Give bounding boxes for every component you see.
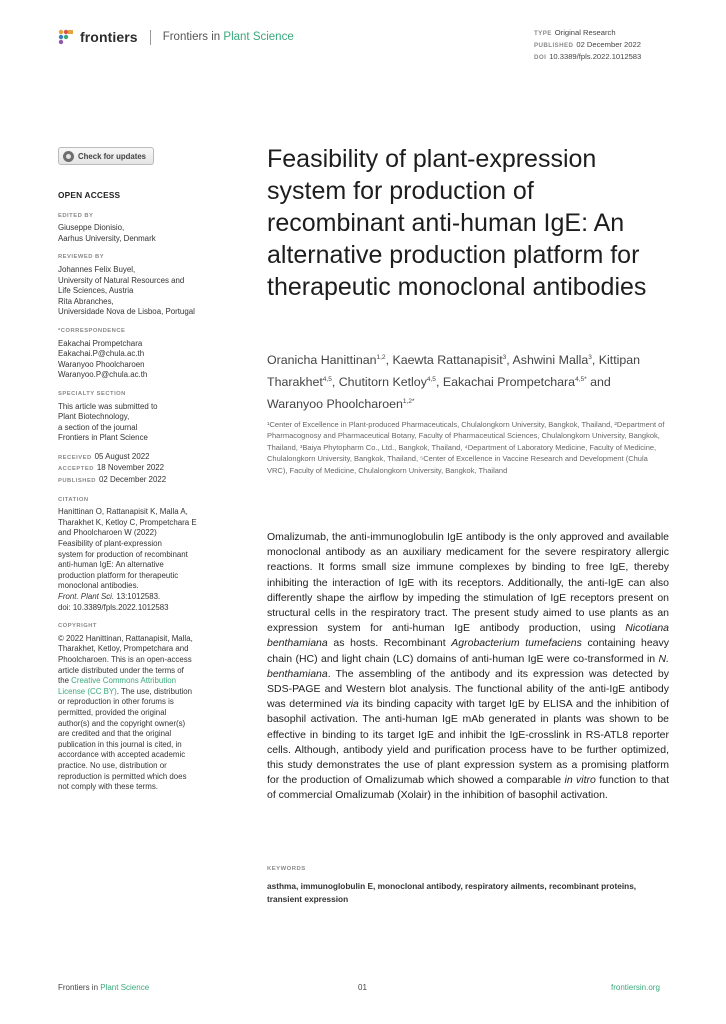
author[interactable]: [443, 375, 587, 389]
correspondent-email[interactable]: Eakachai.P@chula.ac.th: [58, 349, 145, 359]
copyright-line: Tharakhet, Ketloy, Prompetchara and: [58, 644, 189, 654]
copyright-line: or reproduction in other forums is: [58, 697, 174, 707]
author-affiliation-sup: 4,5*: [575, 376, 587, 384]
copyright-line: accordance with accepted academic: [58, 750, 186, 760]
received-label: RECEIVED: [58, 454, 92, 461]
header-divider: [150, 30, 151, 45]
abstract-segment: . The assembling of the antibody and its expression was detected by SDS-PAGE and Western blot analysis. The functional ability of the anti-IgE antibody was determined: [267, 667, 669, 711]
abstract-segment: its binding capacity with target IgE by ELISA and the inhibition of basophil activation. The anti-human IgE mAb generated in plants was shown to be effective in binding to its target IgE and inhibit the IgE-crosslink in RS-ATL8 reporter cells. Although, antibody yield and purification process have to be further optimized, this study demonstrates the use of plant expression system as a promising platform for the production of Omalizumab which showed a comparable: [267, 698, 669, 787]
copyright-label: COPYRIGHT: [58, 623, 97, 630]
citation-journal-line: [58, 592, 223, 603]
correspondence-label: *CORRESPONDENCE: [58, 327, 126, 334]
accepted-value: 18 November 2022: [96, 463, 165, 473]
cc-license-link-2[interactable]: License (CC BY): [58, 686, 117, 696]
copyright-line: publication in this journal is cited, in: [58, 739, 182, 749]
type-value: Original Research: [554, 28, 616, 37]
received-date-row: [58, 452, 223, 464]
specialty-line: Frontiers in Plant Science: [58, 433, 148, 443]
correspondence-block: [58, 326, 223, 381]
editor-line: Giuseppe Dionisio,: [58, 223, 125, 233]
abstract-italic: N. benthamiana: [267, 652, 669, 680]
article-title: Feasibility of plant-expression system for production of recombinant anti-human IgE: An alternative production platform for therapeutic monoclonal antibodies: [267, 145, 647, 301]
published-value: 02 December 2022: [576, 40, 641, 49]
copyright-line: permitted, provided the original: [58, 707, 167, 717]
abstract-italic: via: [345, 698, 359, 711]
copyright-line: article distributed under the terms of: [58, 665, 184, 675]
copyright-line: not comply with these terms.: [58, 782, 158, 792]
reviewer-line: Life Sciences, Austria: [58, 286, 134, 296]
sidebar: [58, 190, 223, 801]
copyright-fragment: . The use, distribution: [116, 686, 193, 696]
citation-label: CITATION: [58, 496, 89, 503]
author[interactable]: [392, 353, 506, 367]
affiliations: ¹Center of Excellence in Plant-produced Pharmaceuticals, Chulalongkorn University, Bangkok, Thailand, ²Department of Pharmacognosy and Pharmaceutical Botany, Faculty of Pharmaceutical Sciences, Chulalongkorn University, Bangkok, Thailand, ³Baiya Phytopharm Co., Ltd., Bangkok, Thailand, ⁴Department of Laboratory Medicine, Faculty of Medicine, Chulalongkorn University, Bangkok, Thailand, ⁵Center of Excellence in Vaccine Research and Development (Chula VRC), Faculty of Medicine, Chulalongkorn University, Bangkok, Thailand: [267, 420, 665, 475]
doi-value[interactable]: 10.3389/fpls.2022.1012583: [549, 52, 642, 61]
page-number: 01: [358, 983, 367, 992]
reviewer-line: Rita Abranches,: [58, 296, 114, 306]
open-access-label: OPEN ACCESS: [58, 190, 121, 200]
journal-accent: Plant Science: [223, 31, 294, 43]
published-date-label: PUBLISHED: [58, 478, 96, 485]
specialty-line: This article was submitted to: [58, 401, 158, 411]
author-name: Kaewta Rattanapisit: [392, 353, 503, 368]
author-name: Kittipan Tharakhet: [267, 353, 641, 390]
citation-line: Feasibility of plant-expression: [58, 539, 162, 549]
author-affiliation-sup: 4,5: [322, 376, 332, 384]
reviewed-by-label: REVIEWED BY: [58, 254, 105, 261]
keywords: asthma, immunoglobulin E, monoclonal antibody, respiratory ailments, recombinant proteins, transient expression: [267, 881, 637, 905]
copyright-line: practice. No use, distribution or: [58, 760, 167, 770]
abstract-segment: as hosts. Recombinant: [327, 637, 452, 650]
published-label: PUBLISHED: [534, 42, 574, 49]
author[interactable]: [512, 353, 591, 367]
footer-journal-accent: Plant Science: [100, 983, 150, 992]
abstract-italic: in vitro: [564, 774, 596, 787]
citation-volume: 13:1012583.: [114, 592, 161, 601]
copyright-line: Phoolcharoen. This is an open-access: [58, 654, 192, 664]
copyright-line: [58, 687, 223, 698]
correspondent-email[interactable]: Waranyoo.P@chula.ac.th: [58, 370, 148, 380]
accepted-date-row: [58, 463, 223, 475]
copyright-block: [58, 621, 223, 793]
correspondent-name: Waranyoo Phoolcharoen: [58, 359, 145, 369]
author-name: Waranyoo Phoolcharoen: [267, 397, 403, 412]
doi-label: DOI: [534, 54, 547, 61]
check-updates-icon: [63, 151, 74, 162]
correspondent-name: Eakachai Prompetchara: [58, 338, 143, 348]
editor-line: Aarhus University, Denmark: [58, 233, 156, 243]
citation-line: and Phoolcharoen W (2022): [58, 528, 157, 538]
citation-line: monoclonal antibodies.: [58, 581, 139, 591]
brand-name[interactable]: frontiers: [80, 29, 138, 45]
footer-journal-prefix: Frontiers in: [58, 983, 101, 992]
copyright-line: author(s) and the copyright owner(s): [58, 718, 186, 728]
citation-block: [58, 495, 223, 614]
edited-by-block: [58, 211, 223, 245]
footer-site-link[interactable]: frontiersin.org: [611, 983, 660, 992]
reviewer-line: Johannes Felix Buyel,: [58, 264, 136, 274]
copyright-line: reproduction is permitted which does: [58, 771, 187, 781]
cc-license-link[interactable]: Creative Commons Attribution: [71, 676, 176, 686]
citation-line: Hanittinan O, Rattanapisit K, Malla A,: [58, 507, 188, 517]
specialty-line: Plant Biotechnology,: [58, 412, 130, 422]
copyright-line: [58, 676, 223, 687]
copyright-fragment: the: [58, 676, 72, 686]
journal-prefix: Frontiers in: [162, 31, 224, 43]
author-name: Oranicha Hanittinan: [267, 353, 377, 368]
citation-line: system for production of recombinant: [58, 549, 188, 559]
abstract-segment: function to that of commercial Omalizumab (Xolair) in the inhibition of basophil activation.: [267, 774, 669, 802]
abstract: [267, 530, 669, 804]
published-date-row: [58, 475, 223, 487]
author-affiliation-sup: 4,5: [426, 376, 436, 384]
frontiers-logo-icon: [58, 29, 74, 45]
footer-journal[interactable]: [58, 983, 149, 992]
specialty-block: [58, 389, 223, 444]
check-for-updates-label: Check for updates: [78, 151, 147, 161]
journal-name[interactable]: [163, 31, 294, 43]
author-affiliation-sup: 3: [588, 354, 592, 361]
author[interactable]: [267, 397, 415, 411]
received-value: 05 August 2022: [94, 451, 150, 461]
author[interactable]: [267, 353, 386, 367]
abstract-segment: Omalizumab, the anti-immunoglobulin IgE antibody is the only approved and available monoclonal antibody as an auxiliary medicament for the severe respiratory allergic reactions. It forms small size immune complexes by binding to free IgE, thereby inhibiting the interaction of IgE with its receptors. Additionally, the anti-IgE can also differently shape the airflow by impeding the stimulation of IgE receptors present on structural cells in the respiratory tract. The present study aimed to use plants as an expression system for anti-human IgE antibody production, using: [267, 531, 669, 635]
author-name: Eakachai Prompetchara: [442, 375, 576, 390]
abstract-italic: Nicotiana benthamiana: [267, 622, 669, 650]
authors-connector: and: [590, 375, 611, 390]
specialty-line: a section of the journal: [58, 422, 138, 432]
author[interactable]: [339, 375, 436, 389]
edited-by-label: EDITED BY: [58, 212, 94, 219]
copyright-line: © 2022 Hanittinan, Rattanapisit, Malla,: [58, 633, 193, 643]
citation-journal: Front. Plant Sci.: [58, 592, 115, 601]
keywords-label: KEYWORDS: [267, 866, 306, 872]
reviewer-line: Universidade Nova de Lisboa, Portugal: [58, 307, 195, 317]
citation-doi[interactable]: doi: 10.3389/fpls.2022.1012583: [58, 602, 169, 612]
author-affiliation-sup: 3: [502, 354, 507, 361]
author-affiliation-sup: 1,2*: [402, 398, 415, 406]
citation-line: production platform for therapeutic: [58, 570, 179, 580]
abstract-italic: Agrobacterium tumefaciens: [451, 637, 582, 650]
author-affiliation-sup: 1,2: [376, 354, 386, 361]
article-meta: [534, 27, 641, 63]
accepted-label: ACCEPTED: [58, 466, 94, 473]
check-for-updates-button[interactable]: [58, 147, 154, 165]
published-date-value: 02 December 2022: [99, 475, 167, 485]
journal-header: [58, 29, 294, 45]
reviewed-by-block: [58, 252, 223, 318]
copyright-line: are credited and that the original: [58, 729, 172, 739]
author-list: Oranicha Hanittinan$^{1,2}$, Kaewta Rattanapisit$^3$, Ashwini Malla$^3$, Kittipan Tharakhet$^{4,5}$, Chutitorn Ketloy$^{4,5}$, Eakachai Prompetchara$^{4,5*}$ and Waranyoo Phoolcharoen$^{1,2*}$: [267, 353, 641, 412]
specialty-label: SPECIALTY SECTION: [58, 390, 126, 397]
citation-line: Tharakhet K, Ketloy C, Prompetchara E: [58, 517, 197, 527]
dates-block: [58, 452, 223, 487]
reviewer-line: University of Natural Resources and: [58, 275, 185, 285]
author-name: Ashwini Malla: [512, 353, 589, 368]
type-label: TYPE: [534, 30, 552, 37]
author-name: Chutitorn Ketloy: [338, 375, 427, 390]
citation-line: anti-human IgE: An alternative: [58, 560, 164, 570]
abstract-segment: containing heavy chain (HC) and light chain (LC) domains of anti-human IgE were co-transformed in: [267, 637, 670, 665]
